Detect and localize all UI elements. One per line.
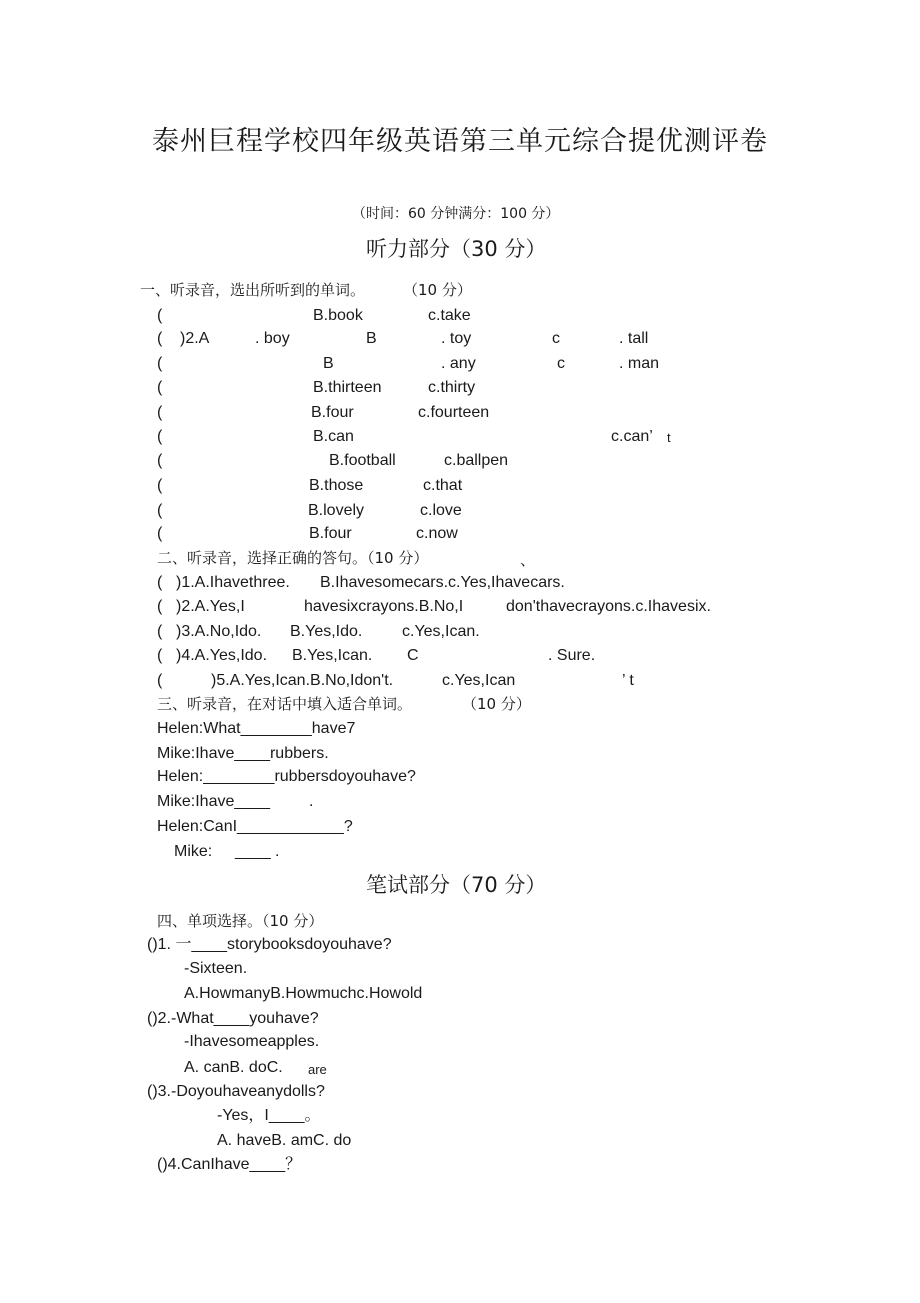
option-b: B: [323, 355, 334, 372]
option-b: B.Yes,Ican.: [292, 647, 373, 664]
answer-paren[interactable]: (: [157, 623, 163, 640]
question-option-c: are: [308, 1062, 327, 1077]
option-c: c.fourteen: [418, 404, 490, 421]
dialogue-line-5: Helen:CanI____________?: [157, 818, 353, 835]
question-options: A. haveB. amC. do: [217, 1132, 352, 1149]
part3-score: （10 分）: [462, 695, 531, 713]
option-c: don'thavecrayons.c.Ihavesix.: [506, 598, 711, 615]
question-number: )2.A: [180, 330, 210, 347]
dialogue-line-6: Mike:: [174, 843, 213, 860]
option-c-word: . man: [619, 355, 660, 372]
time-info: （时间：60 分钟满分：100 分）: [352, 206, 560, 222]
listening-heading: 听力部分（30 分）: [366, 237, 547, 261]
answer-paren[interactable]: (: [157, 404, 163, 421]
option-c-suffix: t: [667, 430, 671, 445]
option-c-word: . tall: [619, 330, 649, 347]
answer-paren[interactable]: (: [157, 452, 163, 469]
answer-paren[interactable]: (: [157, 525, 163, 542]
question-text: ()2.-What____youhave?: [147, 1010, 319, 1027]
answer-paren[interactable]: (: [157, 477, 163, 494]
writing-heading: 笔试部分（70 分）: [366, 873, 547, 897]
question-text: ()1. 一____storybooksdoyouhave?: [147, 936, 392, 953]
answer-paren[interactable]: (: [157, 330, 163, 347]
option-b: havesixcrayons.B.No,I: [304, 598, 464, 615]
option-a: )4.A.Yes,Ido.: [176, 647, 268, 664]
dialogue-line-3: Helen:________rubbersdoyouhave?: [157, 768, 416, 785]
option-b: B.can: [313, 428, 354, 445]
option-b: B: [366, 330, 377, 347]
option-c: c.Yes,Ican.: [402, 623, 480, 640]
dialogue-line-2: Mike:Ihave____rubbers.: [157, 745, 329, 762]
question-answer: -Yes，I____。: [217, 1107, 321, 1124]
option-c: c.love: [420, 502, 462, 519]
option-a: )2.A.Yes,I: [176, 598, 245, 615]
part1-title: 一、听录音，选出所听到的单词。: [140, 281, 366, 299]
option-c: c.ballpen: [444, 452, 509, 469]
part4-title: 四、单项选择。（10 分）: [157, 912, 324, 930]
option-a: )3.A.No,Ido.: [176, 623, 262, 640]
part3-title: 三、听录音，在对话中填入适合单词。: [157, 695, 413, 713]
option-b: B.four: [311, 404, 354, 421]
option-b: B.lovely: [308, 502, 365, 519]
part2-mark: 、: [520, 551, 536, 569]
option-b: B.thirteen: [313, 379, 382, 396]
question-answer: -Ihavesomeapples.: [184, 1033, 320, 1050]
option-b: B.football: [329, 452, 396, 469]
option-c-word: . Sure.: [548, 647, 596, 664]
dialogue-line-6-blank: ____ .: [235, 843, 280, 860]
part2-title: 二、听录音，选择正确的答句。（10 分）: [157, 549, 429, 567]
part1-score: （10 分）: [403, 281, 472, 299]
answer-paren[interactable]: (: [157, 598, 163, 615]
option-b: B.those: [309, 477, 364, 494]
option-ab: )5.A.Yes,Ican.B.No,Idon't.: [211, 672, 394, 689]
answer-paren[interactable]: (: [157, 355, 163, 372]
option-a: )1.A.Ihavethree.: [176, 574, 290, 591]
question-text: ()3.-Doyouhaveanydolls?: [147, 1083, 325, 1100]
option-c: c.that: [423, 477, 463, 494]
answer-paren[interactable]: (: [157, 428, 163, 445]
option-b-word: . toy: [441, 330, 472, 347]
question-options: A.HowmanyB.Howmuchc.Howold: [184, 985, 423, 1002]
question-answer: -Sixteen.: [184, 960, 248, 977]
answer-paren[interactable]: (: [157, 574, 163, 591]
option-b-word: . any: [441, 355, 476, 372]
option-bc: B.Ihavesomecars.c.Yes,Ihavecars.: [320, 574, 565, 591]
answer-paren[interactable]: (: [157, 379, 163, 396]
option-c: c.take: [428, 307, 471, 324]
question-options: A. canB. doC.: [184, 1059, 283, 1076]
option-c: C: [407, 647, 419, 664]
dialogue-line-4: Mike:Ihave____: [157, 793, 270, 810]
dialogue-line-4-end: .: [309, 793, 314, 810]
question-text: ()4.CanIhave____？: [157, 1156, 302, 1173]
option-c: c.now: [416, 525, 458, 542]
option-c: c.Yes,Ican: [442, 672, 516, 689]
option-c: c.thirty: [428, 379, 476, 396]
answer-paren[interactable]: (: [157, 502, 163, 519]
exam-title: 泰州巨程学校四年级英语第三单元综合提优测评卷: [152, 126, 768, 157]
option-b: B.book: [313, 307, 363, 324]
option-c: c.can’: [611, 428, 653, 445]
option-c: c: [552, 330, 560, 347]
answer-paren[interactable]: (: [157, 672, 163, 689]
option-b: B.Yes,Ido.: [290, 623, 363, 640]
answer-paren[interactable]: (: [157, 647, 163, 664]
option-c: c: [557, 355, 565, 372]
answer-paren[interactable]: (: [157, 307, 163, 324]
option-c-suffix: ’ t: [622, 672, 634, 689]
option-b: B.four: [309, 525, 352, 542]
dialogue-line-1: Helen:What________have7: [157, 720, 356, 737]
option-a: . boy: [255, 330, 290, 347]
